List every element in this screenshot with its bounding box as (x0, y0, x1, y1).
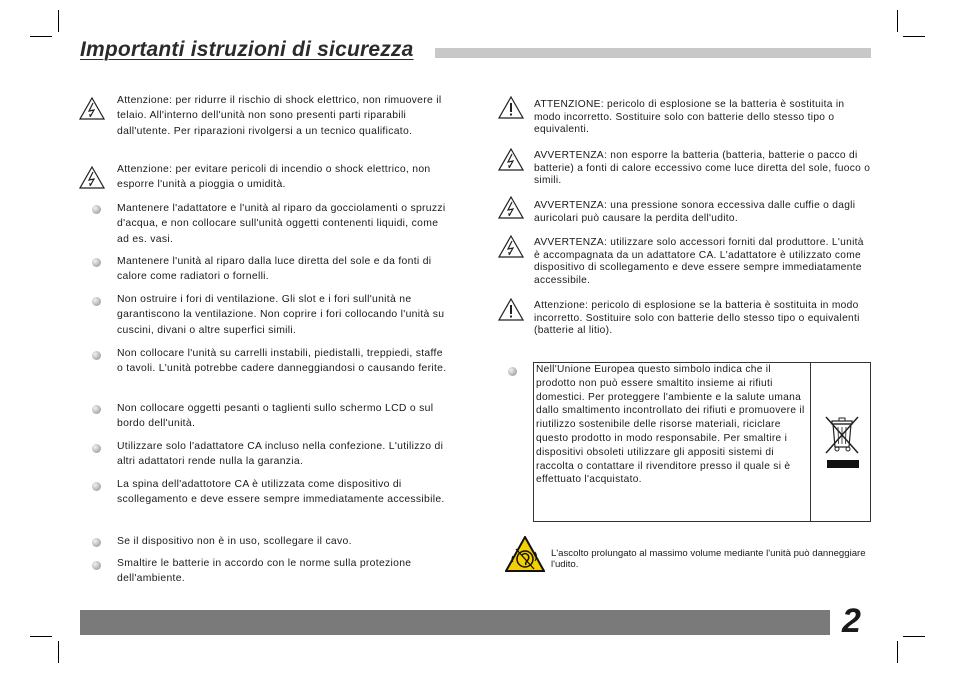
list-item: Attenzione: per evitare pericoli di incendio o shock elettrico, non esporre l'unità a pioggia o umidità. (117, 164, 431, 191)
crop-mark (903, 36, 925, 37)
bullet-icon (92, 351, 101, 360)
list-item: Mantenere l'unità al riparo dalla luce diretta del sole e da fonti di calore come radiatori o fornelli. (117, 256, 432, 283)
list-item: AVVERTENZA: non esporre la batteria (batteria, batterie o pacco di batterie) a fonti di calore eccessivo come luce diretta del sole, fuoco o simili. (534, 150, 871, 187)
crop-mark (897, 641, 898, 663)
bullet-icon (92, 205, 101, 214)
list-item: ATTENZIONE: pericolo di esplosione se la batteria è sostituita in modo incorretto. Sostituire solo con batterie dello stesso tipo o equivalenti. (534, 99, 845, 136)
list-item: AVVERTENZA: utilizzare solo accessori forniti dal produttore. L'unità è accompagnata da un adattatore CA. L'adattatore è utilizzato come dispositivo di scollegamento e deve essere sempre immediatamente accessibile. (534, 237, 864, 286)
crop-mark (897, 10, 898, 32)
list-item: Attenzione: pericolo di esplosione se la batteria è sostituita in modo incorretto. Sostituire solo con batterie dello stesso tipo o equivalenti (batterie al litio). (534, 300, 860, 337)
shock-warning-icon (498, 235, 524, 263)
page-number: 2 (842, 602, 861, 640)
list-item: Se il dispositivo non è in uso, scollegare il cavo. (117, 536, 352, 547)
title-bar (435, 48, 871, 58)
shock-warning-icon (79, 97, 105, 125)
hearing-warning-text: L'ascolto prolungato al massimo volume mediante l'unità può danneggiare l'udito. (551, 548, 866, 570)
shock-warning-icon (79, 166, 105, 194)
footer-bar (80, 610, 830, 635)
list-item: Non collocare oggetti pesanti o taglienti sullo schermo LCD o sul bordo dell'unità. (117, 403, 434, 430)
bullet-icon (92, 561, 101, 570)
bullet-icon (92, 538, 101, 547)
crop-mark (30, 36, 52, 37)
list-item: Non collocare l'unità su carrelli instabili, piedistalli, treppiedi, staffe o tavoli. L'unità potrebbe cadere danneggiandosi o causando ferite. (117, 348, 447, 375)
list-item: Non ostruire i fori di ventilazione. Gli slot e i fori sull'unità ne garantiscono la ventilazione. Non coprire i fori collocando l'unità su cuscini, divani o altre superfici simili. (117, 294, 445, 336)
list-item: AVVERTENZA: una pressione sonora eccessiva dalle cuffie o dagli auricolari può causare la perdita dell'udito. (534, 200, 856, 224)
bullet-icon (92, 258, 101, 267)
list-item: Utilizzare solo l'adattatore CA incluso nella confezione. L'utilizzo di altri adattatori rende nulla la garanzia. (117, 441, 444, 468)
list-item: Mantenere l'adattatore e l'unità al riparo da gocciolamenti o spruzzi d'acqua, e non collocare sull'unità oggetti contenenti liquidi, come ad es. vasi. (117, 203, 446, 245)
page-header (80, 38, 871, 62)
crop-mark (58, 10, 59, 32)
shock-warning-icon (498, 148, 524, 176)
bullet-icon (92, 405, 101, 414)
bullet-icon (92, 482, 101, 491)
page-title: Importanti istruzioni di sicurezza (80, 38, 420, 62)
crop-mark (30, 636, 52, 637)
hearing-damage-warning-icon (505, 536, 545, 577)
bullet-icon (92, 297, 101, 306)
exclamation-warning-icon (498, 298, 524, 326)
shock-warning-icon (498, 196, 524, 224)
divider (810, 363, 811, 521)
bullet-icon (508, 367, 517, 376)
bullet-icon (92, 444, 101, 453)
exclamation-warning-icon (498, 96, 524, 124)
crop-mark (903, 636, 925, 637)
list-item: Attenzione: per ridurre il rischio di shock elettrico, non rimuovere il telaio. All'interno dell'unità non sono presenti parti riparabili dall'utente. Per riparazioni rivolgersi a un tecnico qualificato. (117, 95, 442, 137)
list-item: Smaltire le batterie in accordo con le norme sulla protezione dell'ambiente. (117, 558, 412, 585)
weee-notice-text: Nell'Unione Europea questo simbolo indica che il prodotto non può essere smaltito insieme ai rifiuti domestici. Per proteggere l'ambiente e la salute umana dallo smaltimento incontrollato dei rifiuti e promuovere il riutilizzo sostenibile delle risorse materiali, riciclare questo prodotto in modo responsabile. Per smaltire i dispositivi obsoleti utilizzare gli appositi sistemi di raccolta o contattare il rivenditore presso il quale si è effettuato l'acquistato. (536, 364, 805, 486)
crop-mark (58, 641, 59, 663)
crossed-out-bin-icon (824, 413, 864, 478)
weee-notice-box (533, 362, 871, 522)
list-item: La spina dell'adattotore CA è utilizzata come dispositivo di scollegamento e deve essere sempre immediatamente accessibile. (117, 479, 445, 506)
